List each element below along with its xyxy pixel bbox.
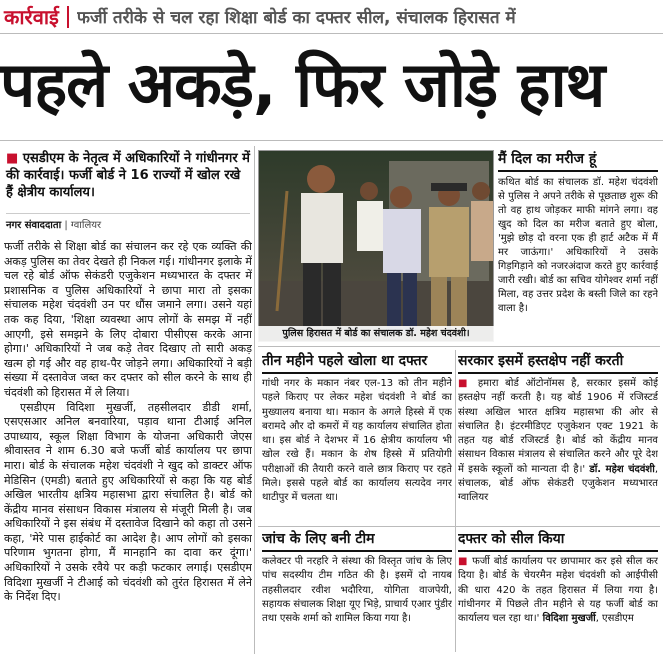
section-team-title: जांच के लिए बनी टीम [262,530,452,552]
news-photo [258,150,494,342]
kicker-subhead: फर्जी तरीके से चल रहा शिक्षा बोर्ड का दफ्तर सील, संचालक हिरासत में [76,8,516,28]
headline-rule [0,140,663,141]
bullet-square-icon: ■ [458,378,472,389]
section-govt-body [458,377,658,525]
bullet-square-icon: ■ [6,151,19,166]
bullet-square-icon: ■ [458,556,469,567]
sidebar-heart-title: मैं दिल का मरीज हूं [498,150,658,172]
lower-section-rule [258,526,660,527]
headline: पहले अकड़े, फिर जोड़े हाथ [0,48,605,121]
section-sealed-text: फर्जी बोर्ड कार्यालय पर छापामार कर इसे सील कर दिया है। बोर्ड के चेयरमैन महेश चंदवंशी को आईपीसी की धारा 420 के तहत हिरासत में लिया गया है। गांधीनगर में पिछले तीन महीने से यह फर्जी बोर्ड का कार्यालय चल रहा था।' [458,556,658,625]
kicker-tag: कार्रवाई [4,5,59,29]
kicker-bar [0,0,663,34]
section-govt-quote-name: डॉ. महेश चंदवंशी [589,463,655,475]
photo-section-rule [258,346,660,347]
main-story-p2: एसडीएम विदिशा मुखर्जी, तहसीलदार डीडी शर्मा, एसएसआर अनिल बनवारिया, पड़ाव थाना टीआई अनिल उपाध्याय, स्कूल शिक्षा विभाग के योजना अधिकारी जेएस श्रीवास्तव ने शाम 6.30 बजे फर्जी बोर्ड कार्यालय पर छापा मारा। बोर्ड के संचालक महेश चंदवंशी ने खुद को डाक्टर ऑफ मेडिसिन (एमडी) बताते हुए अधिकारियों से कहा कि यह बोर्ड अखिल भारतीय क्षत्रिय महासभा द्वारा संचालित है। बोर्ड को केंद्रीय मानव संसाधन विकास मंत्रालय से मंजूरी मिली है। जब अधिकारियों ने इस संबंध में दस्तावेज दिखाने को कहा तो उसने कहा, 'मेरे पास हाईकोर्ट का आदेश है। आप लोगों को इसका परिणाम भुगतना होगा, मैं मानहानि का दावा कर दूंगा।' अधिकारियों ने उसके रवैये पर कड़ी फटकार लगाई। एसडीएम विदिशा मुखर्जी ने टीआई को चंदवंशी को तुरंत हिरासत में लेने के निर्देश दिए। [4,400,252,604]
section-govt-title: सरकार इसमें हस्तक्षेप नहीं करती [458,352,658,374]
byline-location: ग्वालियर [70,220,102,231]
deck [6,150,250,201]
deck-text: एसडीएम के नेतृत्व में अधिकारियों ने गांधीनगर में की कार्रवाई। फर्जी बोर्ड ने 16 राज्यों में खोल रखे हैं क्षेत्रीय कार्यालय। [6,151,250,200]
section-office-body: गांधी नगर के मकान नंबर एल-13 को तीन महीने पहले किराए पर लेकर महेश चंदवंशी ने बोर्ड का मुख्यालय बनाया था। मकान के अगले हिस्से में एक बरामदे और दो कमरों में यह कार्यालय संचालित होता था। इस बोर्ड ने देशभर में 16 क्षेत्रीय कार्यालय भी खोल रखे हैं। मकान के शेष हिस्से में प्रतियोगी परीक्षाओं की तैयारी करने वाले छात्र किराए पर रहते मिले। इससे पहले बोर्ड का कार्यालय सत्यदेव नगर थाटीपुर में चलता था। [262,378,452,504]
column-divider-right [455,350,456,652]
section-sealed-quote-role: , एसडीएम [595,613,634,625]
photo-caption: पुलिस हिरासत में बोर्ड का संचालक डॉ. महेश चंदवंशी। [258,326,494,342]
section-sealed-quote-name: विदिशा मुखर्जी [542,613,596,625]
main-story [4,240,252,654]
section-govt-quote-role: , संचालक, बोर्ड ऑफ सेकंडरी एजुकेशन मध्यभारत ग्वालियर [458,463,658,504]
byline: नगर संवाददाता | ग्वालियर [6,213,250,231]
section-govt-text: हमारा बोर्ड ऑटोनॉमस है, सरकार इसमें कोई हस्तक्षेप नहीं करती है। यह बोर्ड 1906 में रजिस्टर्ड संस्था अखिल भारत क्षत्रिय महासभा की ओर से संचालित है। इंटरमीडिएट एजुकेशन एक्ट 1921 के तहत यह बोर्ड रजिस्टर्ड है। बोर्ड को केंद्रीय मानव संसाधन विकास मंत्रालय से संचालित करने और पूरे देश में इसके स्कूलों को मान्यता दी है।' [458,378,658,475]
kicker-divider [67,6,69,28]
section-team-body: कलेक्टर पी नरहरि ने संस्था की विस्तृत जांच के लिए पांच सदस्यीय टीम गठित की है। इसमें दो नायब तहसीलदार रवीश भदौरिया, योगिता वाजपेयी, सहायक संचालक शिक्षा यूए भिड़े, प्राचार्य एआर पुंडीर तथा एसके शर्मा को शामिल किया गया है। [262,556,452,625]
sidebar-heart-body: कथित बोर्ड का संचालक डॉ. महेश चंदवंशी से पुलिस ने अपने तरीके से पूछताछ शुरू की तो वह हाथ जोड़कर माफी मांगने लगा। वह खुद को दिल का मरीज बताते हुए बोला, 'मुझे छोड़ दो वरना एक ही हार्ट अटैक में मैं मर जाऊंगा।' अधिकारियों ने उसके गिड़गिड़ाने को नजरअंदाज करते हुए कार्रवाई जारी रखी। बोर्ड का सचिव योगेश्वर शर्मा नहीं मिला, वह उत्तर प्रदेश के बस्ती जिले का रहने वाला है। [498,177,658,314]
section-sealed-body [458,555,658,651]
section-sealed-title: दफ्तर को सील किया [458,530,658,552]
column-divider-left [254,146,255,654]
arrest-photo-image [259,151,494,342]
section-office-title: तीन महीने पहले खोला था दफ्तर [262,352,452,374]
main-story-p1: फर्जी तरीके से शिक्षा बोर्ड का संचालन कर रहे एक व्यक्ति की अकड़ पुलिस का तेवर देखते ही निकल गई। गांधीनगर इलाके में चल रहे बोर्ड ऑफ सेकंडरी एजुकेशन मध्यभारत के दफ्तर में प्रशासनिक व पुलिस अधिकारियों ने छापा मारा तो इसका संचालक महेश चंदवंशी उन पर धौंस जमाने लगा। उसने यहां तक कह दिया, 'शिक्षा व्यवस्था आप लोगों के समझ में नहीं आएगी, इसे समझने के लिए दोबारा पीसीएस करके आना होगा।' अधिकारियों ने जब कड़े तेवर दिखाए तो सारी अकड़ खत्म हो गई और वह हाथ-पैर जोड़ने लगा। अधिकारियों ने बड़ी संख्या में दस्तावेज जब्त कर दफ्तर को सील करने के साथ ही चंदवंशी को हिरासत में ले लिया। [4,240,252,399]
byline-reporter: नगर संवाददाता [6,220,62,231]
